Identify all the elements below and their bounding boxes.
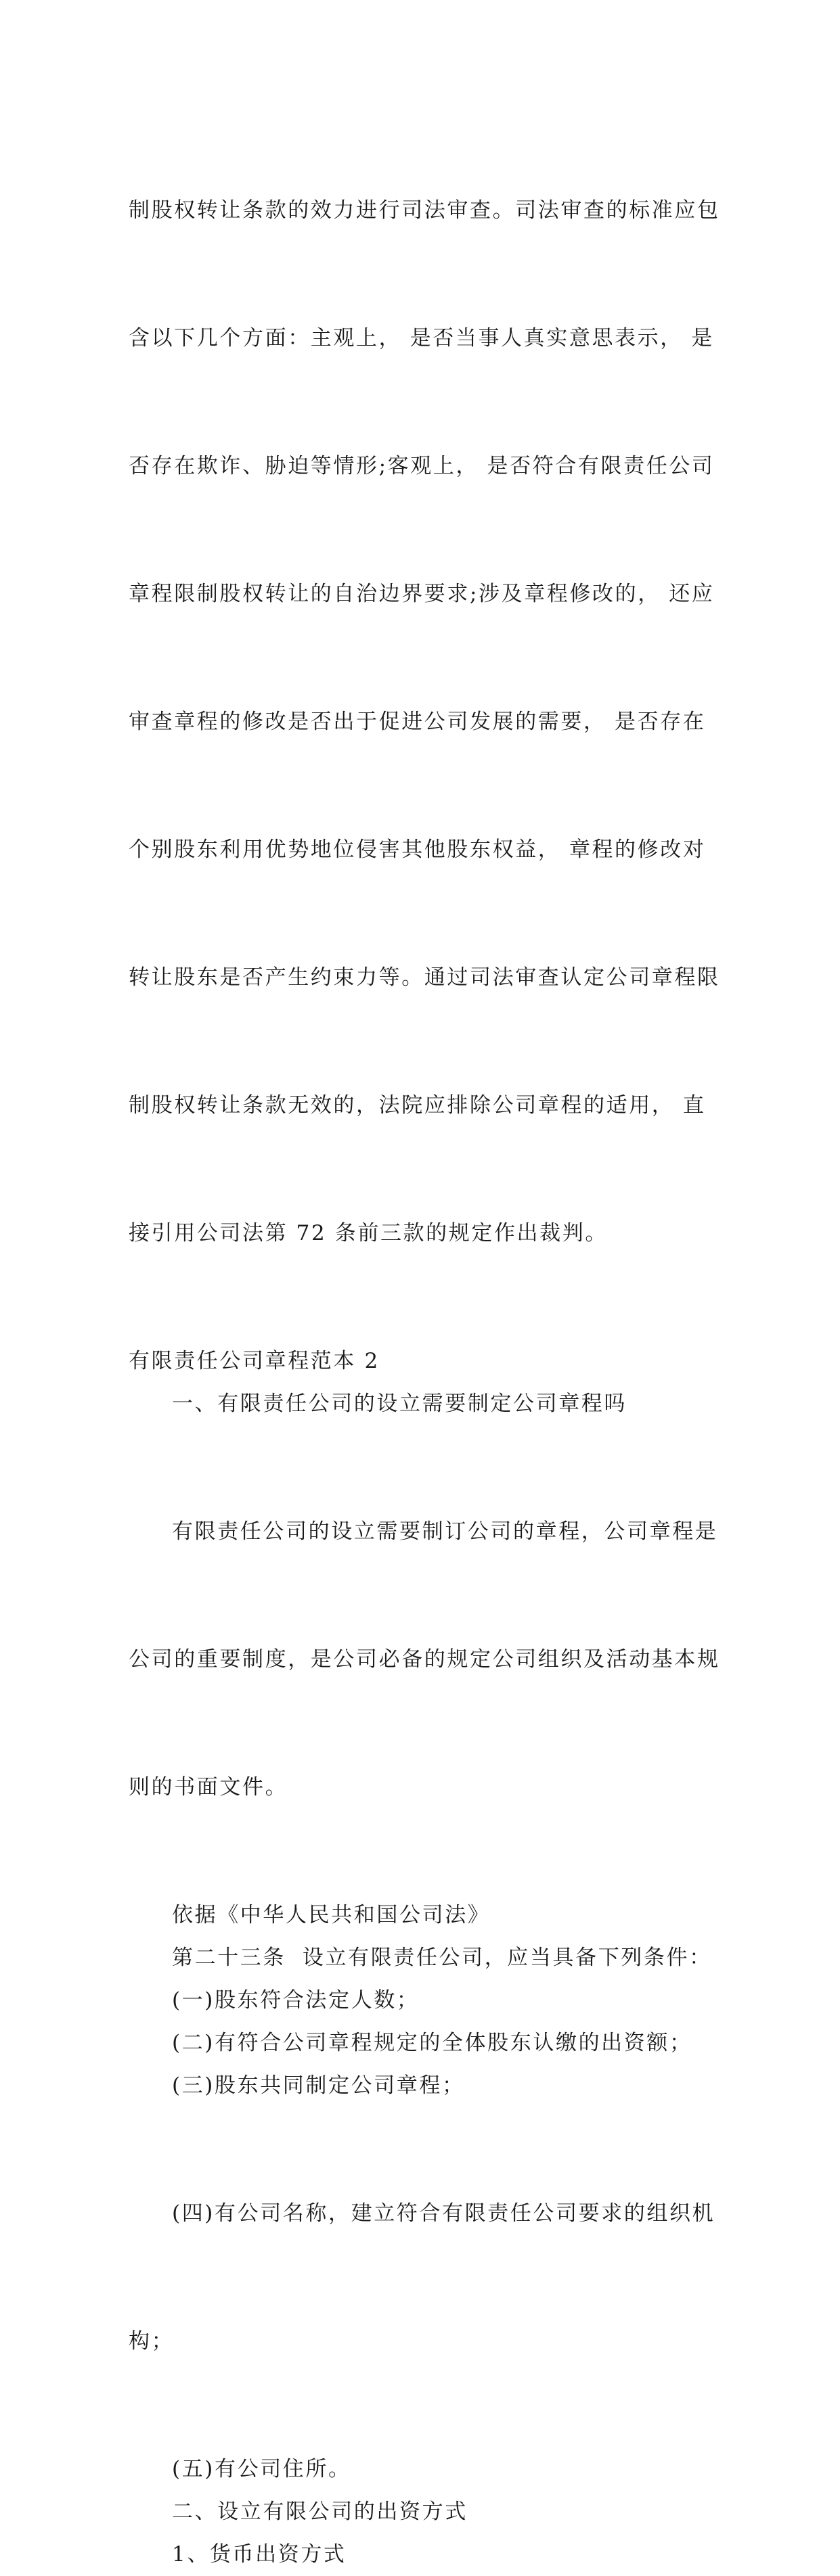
text-line: 构； [129, 2329, 175, 2353]
text-line: 有限责任公司的设立需要制订公司的章程，公司章程是 [172, 1519, 718, 1544]
paragraph-judicial-review [129, 104, 720, 1340]
paragraph-articles-requirement [129, 1425, 720, 1894]
condition-3: (三)股东共同制定公司章程； [172, 2073, 465, 2098]
text-line: 公司的重要制度，是公司必备的规定公司组织及活动基本规 [129, 1647, 720, 1672]
text-line: (四)有公司名称，建立符合有限责任公司要求的组织机 [172, 2201, 715, 2226]
heading-one: 一、有限责任公司的设立需要制定公司章程吗 [172, 1392, 627, 1416]
document-body [129, 104, 720, 2576]
law-reference: 依据《中华人民共和国公司法》 [172, 1903, 491, 1927]
condition-5: (五)有公司住所。 [172, 2457, 351, 2481]
text-line: 章程限制股权转让的自治边界要求;涉及章程修改的， 还应 [129, 582, 715, 606]
text-line: 个别股东利用优势地位侵害其他股东权益， 章程的修改对 [129, 837, 706, 862]
heading-three: 1、货币出资方式 [172, 2542, 347, 2567]
section-title: 有限责任公司章程范本 2 [129, 1349, 380, 1373]
condition-2: (二)有符合公司章程规定的全体股东认缴的出资额； [172, 2031, 692, 2055]
condition-1: (一)股东符合法定人数； [172, 1988, 420, 2013]
article-23: 第二十三条 设立有限责任公司，应当具备下列条件： [172, 1946, 712, 1970]
text-line: 则的书面文件。 [129, 1775, 288, 1799]
text-line: 审查章程的修改是否出于促进公司发展的需要， 是否存在 [129, 710, 706, 734]
text-line: 制股权转让条款无效的，法院应排除公司章程的适用， 直 [129, 1093, 706, 1118]
text-line: 否存在欺诈、胁迫等情形;客观上， 是否符合有限责任公司 [129, 454, 715, 478]
heading-two: 二、设立有限公司的出资方式 [172, 2500, 468, 2524]
condition-4 [129, 2107, 713, 2448]
text-line: 制股权转让条款的效力进行司法审查。司法审查的标准应包 [129, 198, 720, 223]
text-line: 含以下几个方面：主观上， 是否当事人真实意思表示， 是 [129, 326, 714, 350]
text-line: 接引用公司法第 72 条前三款的规定作出裁判。 [129, 1221, 608, 1245]
text-line: 转让股东是否产生约束力等。通过司法审查认定公司章程限 [129, 965, 720, 990]
